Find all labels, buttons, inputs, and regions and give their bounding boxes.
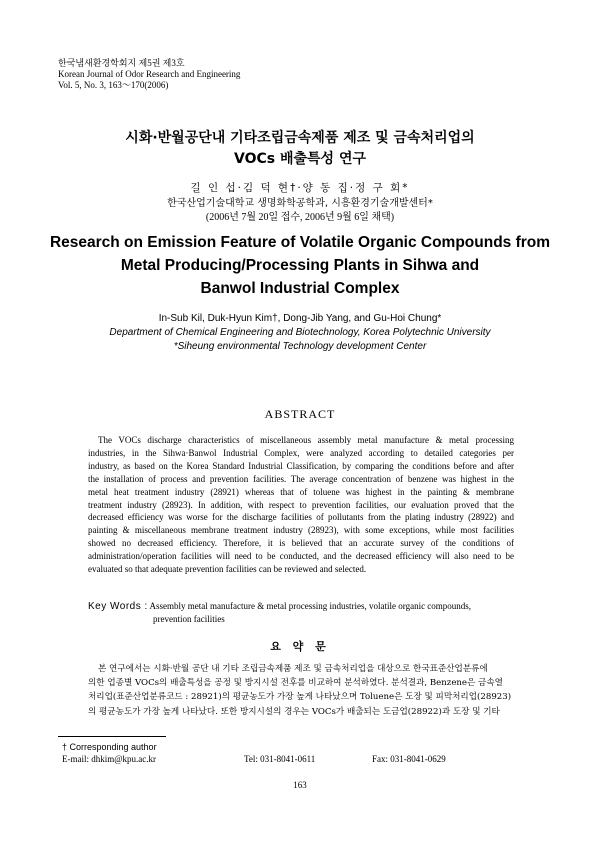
english-authors: In-Sub Kil, Duk-Hyun Kim†, Dong-Jib Yang, and Gu-Hoi Chung* (158, 313, 442, 324)
abstract-line: the installation of process and prevention facilities. The average concentration of benzene was highest in the (88, 473, 514, 484)
korean-summary-line: 본 연구에서는 시화·반월 공단 내 기타 조립금속제품 제조 및 금속처리업을 대상으로 한국표준산업분류에 (98, 664, 488, 674)
abstract-line: metal heat treatment industry (28921) whereas that of toluene was highest in the painting & membrane (88, 486, 514, 497)
abstract-line: painting & miscellaneous membrane treatment industry (28923), with some exceptions, while most facilities (88, 525, 514, 536)
english-title-line-1: Research on Emission Feature of Volatile Organic Compounds from (49, 234, 551, 251)
abstract-line: administration/operation facilities will need to be conducted, and the decreased efficiency will also need to be (88, 551, 514, 562)
author-fax: Fax: 031-8041-0629 (372, 754, 446, 764)
korean-title-line-2: VOCs 배출특성 연구 (234, 151, 366, 167)
abstract-heading: ABSTRACT (264, 407, 336, 421)
author-telephone: Tel: 031-8041-0611 (244, 754, 316, 764)
abstract-line: decreased efficiency was worse for the discharge facilities of pollutants from the plating industry (28922) and (88, 512, 514, 523)
keywords-line-1: Assembly metal manufacture & metal processing industries, volatile organic compounds, (149, 601, 472, 611)
abstract-line: industries, in the Sihwa·Banwol Industrial Complex, were analyzed according to detailed categories per (88, 447, 514, 458)
journal-english-name: Korean Journal of Odor Research and Engineering (58, 69, 241, 79)
author-email: E-mail: dhkim@kpu.ac.kr (62, 754, 157, 764)
english-department: Department of Chemical Engineering and Biotechnology, Korea Polytechnic University (109, 327, 491, 338)
english-title-line-3: Banwol Industrial Complex (200, 280, 400, 297)
abstract-line: The VOCs discharge characteristics of miscellaneous assembly metal manufacture & metal processing (98, 435, 514, 445)
korean-affiliation: 한국산업기술대학교 생명화학공학과, 시흥환경기술개발센터* (167, 198, 433, 209)
abstract-body (88, 434, 514, 576)
korean-title-line-1: 시화·반월공단내 기타조립금속제품 제조 및 금속처리업의 (125, 130, 475, 146)
corresponding-author-note: † Corresponding author (62, 742, 157, 752)
keywords-label: Key Words : (88, 601, 148, 612)
korean-summary-line: 처리업(표준산업분류코드 : 28921)의 평균농도가 가장 높게 나타났으며 Toluene은 도장 및 피막처리업(28923) (88, 692, 512, 703)
journal-korean-name: 한국냄새환경학회지 제5권 제3호 (58, 58, 185, 68)
english-title-line-2: Metal Producing/Processing Plants in Sihwa and (120, 257, 480, 274)
english-center: *Siheung environmental Technology development Center (173, 341, 427, 352)
korean-summary-body (88, 662, 514, 719)
keywords (88, 600, 528, 626)
korean-summary-line: 의한 업종별 VOCs의 배출특성을 공정 및 방지시설 전후를 비교하여 분석하였다. 분석결과, Benzene은 금속열 (88, 678, 503, 689)
abstract-line: industry, as based on the Korea Standard Industrial Classification, by comparing the conditions before and after (88, 460, 514, 471)
korean-summary-heading: 요 약 문 (270, 640, 330, 653)
korean-authors: 길 인 섭·김 덕 현†·양 동 집·정 구 회* (190, 182, 410, 194)
korean-summary-line: 의 평균농도가 가장 높게 나타났다. 또한 방지시설의 경우는 VOCs가 배출되는 도금업(28922)과 도장 및 기타 (88, 706, 500, 717)
journal-header (58, 58, 318, 91)
abstract-line: showed no decreased efficiency. Therefore, it is believed that an accurate survey of the conditions of (88, 538, 514, 549)
abstract-line: evaluated so that adequate prevention facilities can be reviewed and selected. (88, 564, 367, 575)
abstract-line: treatment industry (28923). In addition, with respect to prevention facilities, our evaluation proved that the (88, 499, 514, 510)
keywords-line-2: prevention facilities (153, 614, 225, 624)
page-number: 163 (293, 780, 307, 790)
footnote-rule (58, 736, 166, 737)
footnote (62, 741, 562, 765)
received-accepted-dates: (2006년 7월 20일 접수, 2006년 9월 6일 채택) (205, 212, 395, 223)
journal-volume: Vol. 5, No. 3, 163～170(2006) (58, 80, 169, 90)
